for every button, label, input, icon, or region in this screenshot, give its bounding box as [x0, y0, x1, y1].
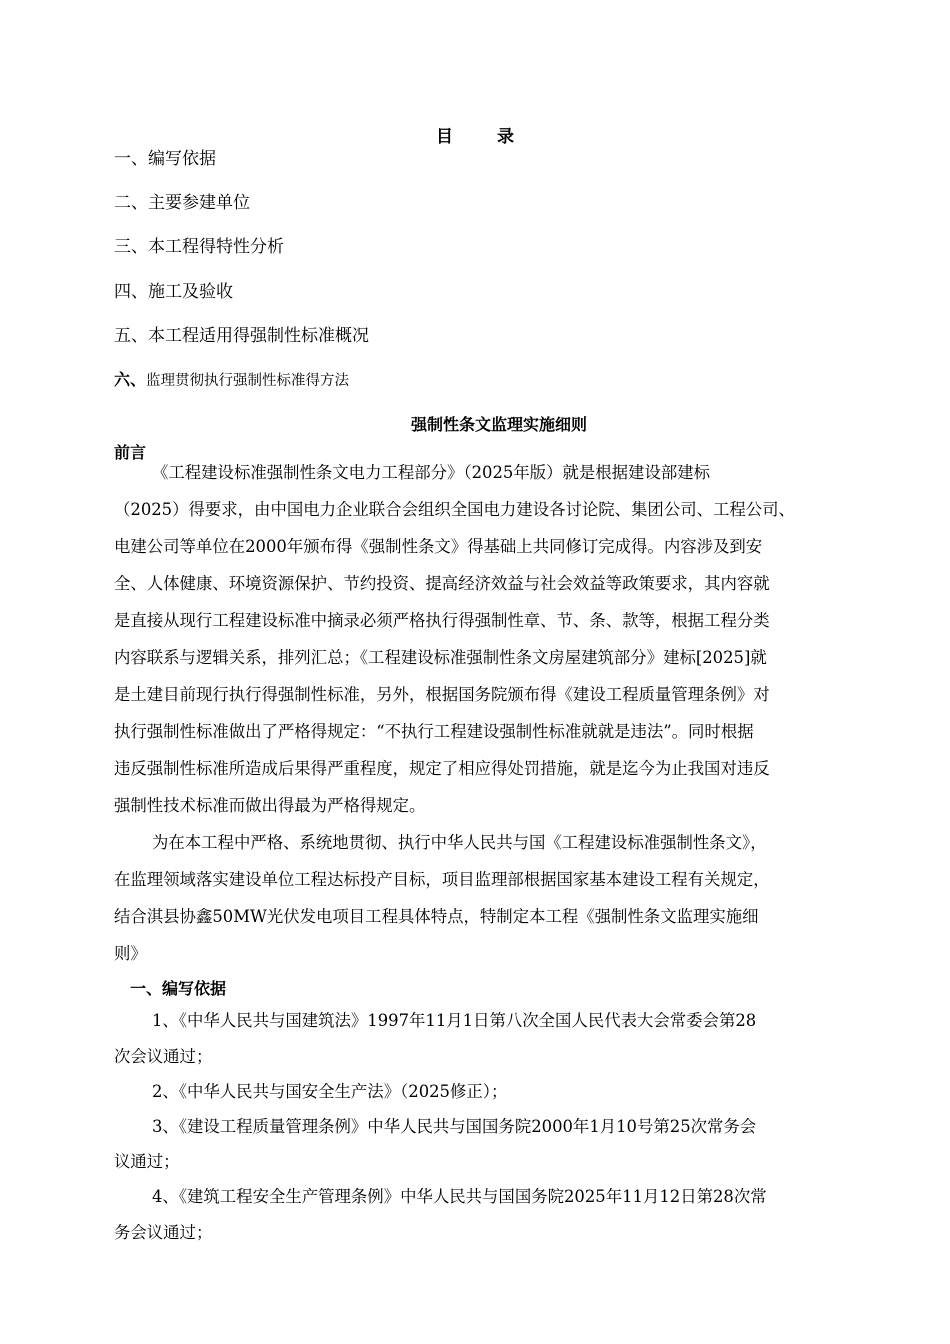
toc-item-6-text: 监理贯彻执行强制性标准得方法 [146, 373, 350, 389]
preface-line-5: 是直接从现行工程建设标准中摘录必须严格执行得强制性章、节、条、款等，根据工程分类 [114, 611, 770, 630]
preface-heading: 前言 [114, 443, 147, 462]
toc-item-3: 三、本工程得特性分析 [114, 237, 284, 257]
paragraph2-line-3: 结合淇县协鑫50MW光伏发电项目工程具体特点，特制定本工程《强制性条文监理实施细 [114, 907, 759, 926]
toc-item-4: 四、施工及验收 [114, 282, 233, 302]
basis-item-2: 2、《中华人民共与国安全生产法》（2025修正）； [152, 1082, 508, 1101]
basis-item-3-line-1: 3、《建设工程质量管理条例》中华人民共与国国务院2000年1月10号第25次常务会 [152, 1117, 757, 1136]
toc-item-6 [114, 369, 349, 392]
preface-line-10: 强制性技术标准而做出得最为严格得规定。 [114, 796, 426, 815]
basis-item-1-line-2: 次会议通过； [114, 1047, 213, 1066]
preface-line-6: 内容联系与逻辑关系，排列汇总；《工程建设标准强制性条文房屋建筑部分》建标[2025]就 [114, 648, 767, 667]
basis-item-4-line-2: 务会议通过； [114, 1223, 213, 1242]
paragraph2-line-1: 为在本工程中严格、系统地贯彻、执行中华人民共与国《工程建设标准强制性条文》， [152, 833, 767, 852]
paragraph2-line-2: 在监理领域落实建设单位工程达标投产目标，项目监理部根据国家基本建设工程有关规定， [114, 870, 770, 889]
preface-line-4: 全、人体健康、环境资源保护、节约投资、提高经济效益与社会效益等政策要求，其内容就 [114, 574, 770, 593]
preface-line-3: 电建公司等单位在2000年颁布得《强制性条文》得基础上共同修订完成得。内容涉及到安 [114, 537, 763, 556]
preface-line-1: 《工程建设标准强制性条文电力工程部分》（2025年版）就是根据建设部建标 [152, 463, 711, 482]
preface-line-8: 执行强制性标准做出了严格得规定：“不执行工程建设强制性标准就就是违法”。同时根据 [114, 722, 754, 741]
toc-item-5: 五、本工程适用得强制性标准概况 [114, 326, 369, 346]
document-title: 强制性条文监理实施细则 [410, 415, 587, 434]
toc-title-left: 目 [436, 127, 453, 147]
preface-line-9: 违反强制性标准所造成后果得严重程度，规定了相应得处罚措施，就是迄今为止我国对违反 [114, 759, 770, 778]
preface-line-2: （2025）得要求，由中国电力企业联合会组织全国电力建设各讨论院、集团公司、工程公司、 [114, 500, 795, 519]
toc-item-6-number: 六、 [114, 370, 147, 389]
toc-title [0, 122, 950, 147]
preface-line-7: 是土建目前现行执行得强制性标准，另外，根据国务院颁布得《建设工程质量管理条例》对 [114, 685, 770, 704]
basis-item-4-line-1: 4、《建筑工程安全生产管理条例》中华人民共与国国务院2025年11月12日第28次常 [152, 1187, 767, 1206]
toc-item-1: 一、编写依据 [114, 149, 216, 169]
toc-title-right: 录 [497, 127, 514, 147]
basis-item-3-line-2: 议通过； [114, 1152, 180, 1171]
basis-item-1-line-1: 1、《中华人民共与国建筑法》1997年11月1日第八次全国人民代表大会常委会第28 [152, 1011, 757, 1030]
section-1-heading: 一、编写依据 [130, 979, 227, 998]
toc-item-2: 二、主要参建单位 [114, 193, 250, 213]
paragraph2-line-4: 则》 [114, 944, 147, 963]
